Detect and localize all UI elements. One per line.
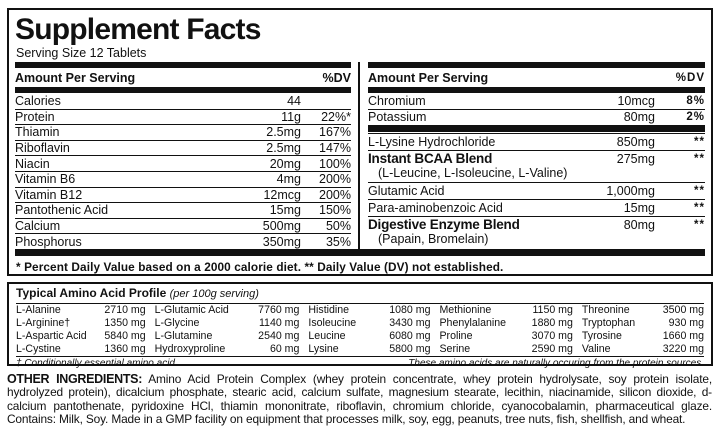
amino-entry-name: L-Cystine — [16, 343, 61, 355]
nutrient-dv: 50% — [325, 219, 351, 234]
amino-entry-name: Leucine — [308, 330, 346, 342]
nutrient-row — [15, 140, 351, 156]
amino-entry-value: 2710 mg — [104, 304, 146, 316]
amino-entry-name: Phenylalanine — [439, 317, 507, 329]
nutrient-row — [368, 182, 705, 199]
nutrient-row — [368, 150, 705, 182]
nutrient-rows-left — [15, 93, 351, 249]
amino-entry-name: Histidine — [308, 304, 350, 316]
amino-entry-value: 1140 mg — [258, 317, 300, 329]
facts-column-left — [15, 62, 360, 249]
serving-size: Serving Size 12 Tablets — [16, 46, 147, 60]
nutrient-name: L-Lysine Hydrochloride — [368, 135, 496, 150]
dv-footnote: * Percent Daily Value based on a 2000 calorie diet. ** Daily Value (DV) not established. — [16, 259, 504, 274]
nutrient-amount: 1,000mg — [606, 184, 655, 199]
amino-profile-footnotes — [16, 356, 704, 371]
separator-bar — [368, 125, 705, 132]
column-header — [15, 68, 351, 87]
amino-entry-name: Serine — [439, 343, 471, 355]
nutrient-rows-right-bottom — [368, 133, 705, 248]
nutrient-rows-right-top — [368, 93, 705, 124]
nutrient-amount: 500mg — [262, 219, 301, 234]
amino-entry-value: 1360 mg — [104, 343, 146, 355]
nutrient-dv: 8% — [686, 94, 705, 107]
nutrient-amount: 4mg — [276, 172, 301, 187]
amino-entry-value: 60 mg — [269, 343, 300, 355]
other-ingredients-label: OTHER INGREDIENTS: — [7, 372, 143, 386]
nutrient-amount: 20mg — [269, 156, 301, 171]
amino-entry-name: Valine — [581, 343, 611, 355]
nutrient-sub-ingredients: (L-Leucine, L-Isoleucine, L-Valine) — [378, 166, 568, 181]
nutrient-amount: 80mg — [623, 109, 655, 124]
amino-entry-value: 5800 mg — [389, 343, 431, 355]
dv-header-label: %DV — [675, 71, 705, 84]
nutrient-dv: ** — [694, 219, 705, 232]
nutrient-dv: 100% — [319, 156, 351, 171]
nutrient-row — [368, 93, 705, 109]
nutrient-row — [368, 133, 705, 150]
amino-profile-title: Typical Amino Acid Profile — [16, 286, 167, 300]
nutrient-row — [368, 216, 705, 248]
amino-entry-name: Hydroxyproline — [154, 343, 226, 355]
nutrient-dv: 167% — [319, 125, 351, 140]
amino-entry-name: Tryptophan — [581, 317, 636, 329]
nutrient-name: Niacin — [15, 156, 50, 171]
amino-entry-name: L-Glycine — [154, 317, 200, 329]
amino-entry-value: 3500 mg — [662, 304, 704, 316]
amino-entry-name: L-Glutamic Acid — [154, 304, 229, 316]
amino-entry-name: Threonine — [581, 304, 630, 316]
amino-entry-name: Lysine — [308, 343, 339, 355]
amino-entry-value: 1880 mg — [531, 317, 573, 329]
nutrient-row — [15, 187, 351, 203]
nutrient-amount: 2.5mg — [266, 141, 301, 156]
nutrient-name: Calcium — [15, 219, 61, 234]
amino-entry-value: 930 mg — [668, 317, 704, 329]
amino-entry-value: 7760 mg — [258, 304, 300, 316]
nutrient-name: Chromium — [368, 93, 426, 108]
separator-bar — [15, 249, 705, 256]
nutrient-name: Digestive Enzyme Blend — [368, 217, 520, 233]
amino-profile-header — [16, 286, 704, 304]
amino-entry-value: 5840 mg — [104, 330, 146, 342]
amino-entry-value: 1080 mg — [389, 304, 431, 316]
column-header — [368, 68, 705, 87]
amino-entry-name: Isoleucine — [308, 317, 357, 329]
facts-columns — [9, 62, 711, 249]
amino-entry-name: Methionine — [439, 304, 492, 316]
nutrient-row — [15, 233, 351, 249]
amino-entry-value: 1660 mg — [662, 330, 704, 342]
nutrient-row — [15, 202, 351, 218]
nutrient-dv: 200% — [319, 172, 351, 187]
dv-header-label: %DV — [322, 70, 351, 85]
nutrient-amount: 15mg — [269, 203, 301, 218]
amino-footnote-right: These amino acids are naturally occuring from the protein sources. — [408, 358, 704, 369]
nutrient-dv: ** — [694, 202, 705, 215]
amino-footnote-left: † Conditionally essential amino acid. — [16, 358, 178, 369]
nutrient-amount: 11g — [281, 109, 301, 124]
nutrient-name: Potassium — [368, 109, 427, 124]
other-ingredients-text: Amino Acid Protein Complex (whey protein concentrate, whey protein hydrolysate, soy protein isolate, hydrolyzed protein), dicalcium phosphate, stearic acid, calcium sulfate, magnesium stearate, lecithin, niacinamide, silicon dioxide, d-calcium pantothenate, pyridoxine HCl, thiamin mononitrate, riboflavin, chromium chloride, cyanocobalamin, pharmaceutical glaze. Contains: Milk, Soy. Made in a GMP facility on equipment that processes milk, soy, egg, peanuts, tree nuts, fish, shellfish, and wheat. — [7, 372, 712, 427]
nutrient-row — [368, 109, 705, 125]
nutrient-dv: 2% — [686, 110, 705, 123]
amino-entry-value: 6080 mg — [389, 330, 431, 342]
amino-profile-subtitle: (per 100g serving) — [169, 288, 259, 300]
amino-entry-value: 3070 mg — [531, 330, 573, 342]
nutrient-amount: 850mg — [616, 135, 655, 150]
amino-entry-name: L-Arginine† — [16, 317, 71, 329]
nutrient-row — [15, 109, 351, 125]
nutrient-name: Thiamin — [15, 125, 60, 140]
facts-column-right — [360, 62, 705, 249]
nutrient-dv: ** — [694, 153, 705, 166]
nutrient-amount: 44 — [287, 93, 301, 108]
nutrient-name: Pantothenic Acid — [15, 203, 109, 218]
nutrient-row — [15, 171, 351, 187]
nutrient-row — [15, 218, 351, 234]
nutrient-dv: 22%* — [321, 109, 351, 124]
supplement-facts-panel — [7, 8, 713, 276]
amino-entry-value: 3220 mg — [662, 343, 704, 355]
nutrient-amount: 12mcg — [263, 187, 301, 202]
nutrient-amount: 10mcg — [617, 93, 655, 108]
nutrient-dv: 200% — [319, 187, 351, 202]
nutrient-dv: 147% — [319, 141, 351, 156]
amino-entry-name: L-Glutamine — [154, 330, 213, 342]
nutrient-amount: 2.5mg — [266, 125, 301, 140]
nutrient-amount: 350mg — [262, 234, 301, 249]
nutrient-name: Instant BCAA Blend — [368, 151, 493, 167]
nutrient-amount: 15mg — [623, 201, 655, 216]
nutrient-name: Calories — [15, 93, 61, 108]
nutrient-name: Riboflavin — [15, 141, 70, 156]
amino-entry-value: 1350 mg — [104, 317, 146, 329]
other-ingredients — [7, 373, 712, 427]
nutrient-name: Para-aminobenzoic Acid — [368, 201, 503, 216]
amino-entry-value: 2590 mg — [531, 343, 573, 355]
amino-entry-name: Tyrosine — [581, 330, 622, 342]
amino-entry-value: 1150 mg — [532, 304, 573, 316]
nutrient-row — [15, 155, 351, 171]
nutrient-name: Vitamin B12 — [15, 187, 83, 202]
amino-profile-grid — [16, 304, 704, 356]
amino-entry-name: L-Aspartic Acid — [16, 330, 87, 342]
nutrient-name: Glutamic Acid — [368, 184, 445, 199]
nutrient-amount: 80mg — [623, 218, 655, 233]
amino-entry-name: Proline — [439, 330, 473, 342]
nutrient-sub-ingredients: (Papain, Bromelain) — [378, 232, 489, 247]
nutrient-name: Phosphorus — [15, 234, 82, 249]
nutrient-row — [368, 199, 705, 216]
panel-title: Supplement Facts — [15, 13, 261, 46]
nutrient-row — [15, 93, 351, 109]
amino-entry-value: 3430 mg — [389, 317, 431, 329]
nutrient-row — [15, 124, 351, 140]
nutrient-name: Vitamin B6 — [15, 172, 76, 187]
nutrient-amount: 275mg — [616, 152, 655, 167]
amino-entry-name: L-Alanine — [16, 304, 61, 316]
amino-acid-profile-panel — [7, 282, 713, 369]
amount-header-label: Amount Per Serving — [15, 70, 136, 85]
nutrient-dv: ** — [694, 136, 705, 149]
amount-header-label: Amount Per Serving — [368, 70, 489, 85]
nutrient-dv: 35% — [325, 234, 351, 249]
nutrient-name: Protein — [15, 109, 55, 124]
nutrient-dv: ** — [694, 185, 705, 198]
amino-entry-value: 2540 mg — [258, 330, 300, 342]
nutrient-dv: 150% — [319, 203, 351, 218]
